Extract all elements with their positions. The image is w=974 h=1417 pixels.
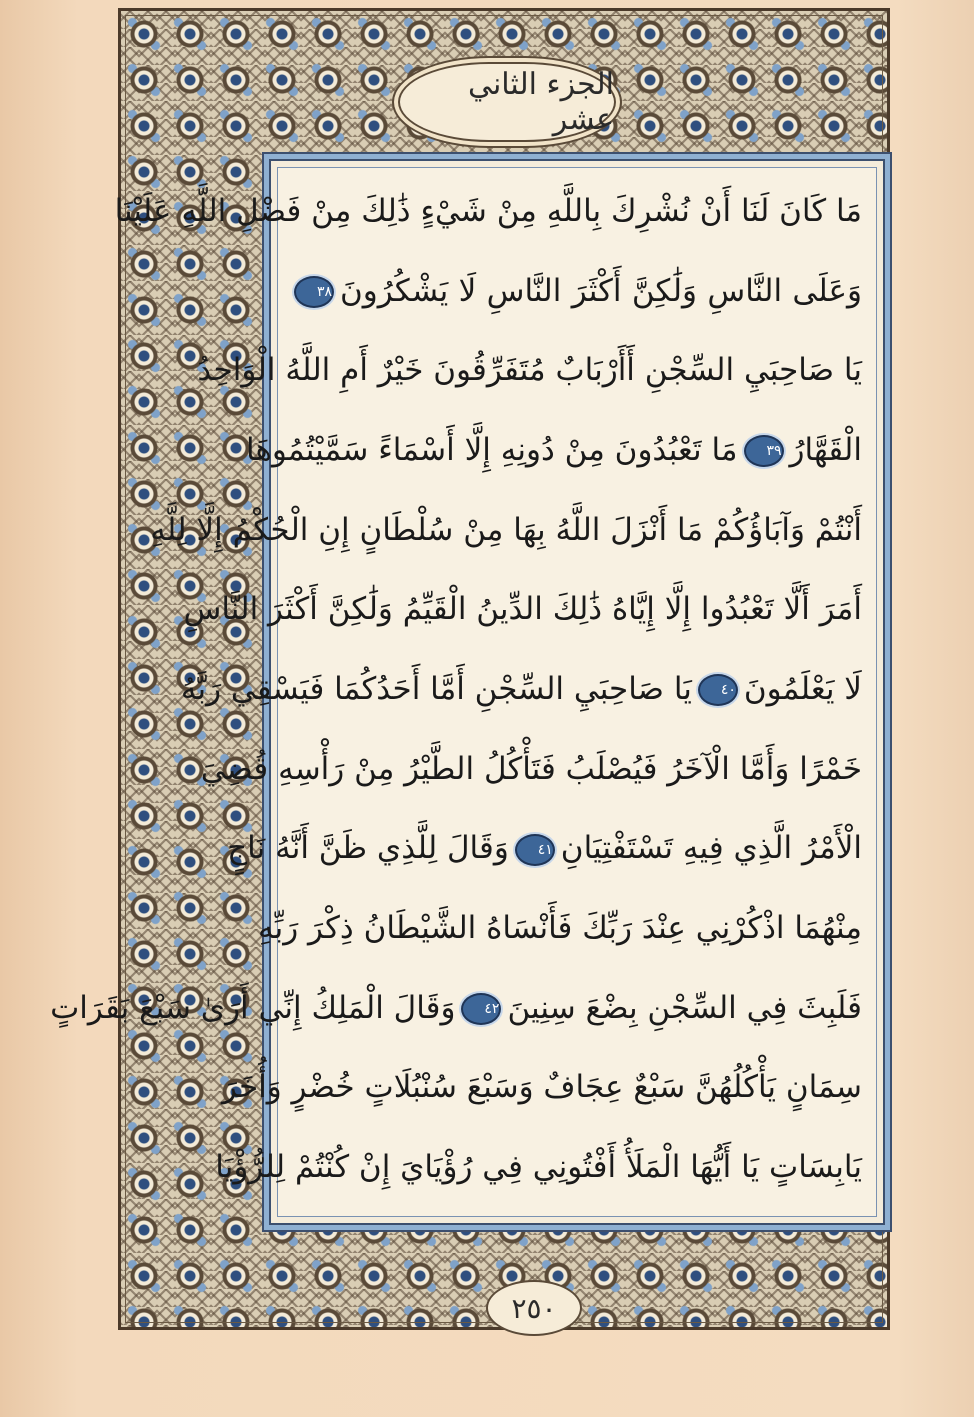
juz-header-cartouche bbox=[398, 62, 616, 142]
verse-text: أَمَرَ أَلَّا تَعْبُدُوا إِلَّا إِيَّاهُ ذَٰلِكَ الدِّينُ الْقَيِّمُ وَلَٰكِنَّ أَكْثَرَ النَّاسِ bbox=[183, 591, 862, 628]
text-panel-frame bbox=[50, 152, 892, 1232]
verse-text: سِمَانٍ يَأْكُلُهُنَّ سَبْعٌ عِجَافٌ وَسَبْعَ سُنْبُلَاتٍ خُضْرٍ وَأُخَرَ bbox=[221, 1069, 862, 1106]
verse-text: فَلَبِثَ فِي السِّجْنِ بِضْعَ سِنِينَ bbox=[507, 989, 862, 1026]
page-number: ٢٥٠ bbox=[486, 1280, 582, 1336]
verse-line bbox=[288, 264, 862, 330]
verse-text: مِنْهُمَا اذْكُرْنِي عِنْدَ رَبِّكَ فَأَنْسَاهُ الشَّيْطَانُ ذِكْرَ رَبِّهِ bbox=[257, 909, 862, 946]
verse-text: أَنْتُمْ وَآبَاؤُكُمْ مَا أَنْزَلَ اللَّهُ بِهَا مِنْ سُلْطَانٍ إِنِ الْحُكْمُ إِلَّا لِلَّهِ bbox=[150, 511, 862, 548]
verse-text: الْأَمْرُ الَّذِي فِيهِ تَسْتَفْتِيَانِ bbox=[560, 830, 862, 867]
verse-line bbox=[221, 1060, 862, 1126]
verse-line bbox=[227, 821, 862, 887]
verse-text: يَا صَاحِبَيِ السِّجْنِ أَمَّا أَحَدُكُمَا فَيَسْقِي رَبَّهُ bbox=[180, 670, 692, 707]
ayah-number-marker: ٤١ bbox=[515, 834, 555, 866]
verse-text: الْقَهَّارُ bbox=[789, 431, 862, 468]
verse-text: مَا كَانَ لَنَا أَنْ نُشْرِكَ بِاللَّهِ مِنْ شَيْءٍ ذَٰلِكَ مِنْ فَضْلِ اللَّهِ عَلَيْنَا bbox=[114, 193, 862, 229]
verse-text: مَا تَعْبُدُونَ مِنْ دُونِهِ إِلَّا أَسْمَاءً سَمَّيْتُمُوهَا bbox=[246, 431, 738, 468]
verse-text: يَا صَاحِبَيِ السِّجْنِ أَأَرْبَابٌ مُتَفَرِّقُونَ خَيْرٌ أَمِ اللَّهُ الْوَاحِدُ bbox=[197, 352, 862, 389]
text-panel bbox=[50, 167, 877, 1217]
verse-text: يَابِسَاتٍ يَا أَيُّهَا الْمَلَأُ أَفْتُونِي فِي رُؤْيَايَ إِنْ كُنْتُمْ لِلرُّؤْيَا bbox=[215, 1148, 862, 1185]
ayah-number-marker: ٤٢ bbox=[461, 993, 501, 1025]
verse-line bbox=[246, 423, 862, 489]
verse-line bbox=[150, 503, 862, 569]
verse-line bbox=[197, 343, 862, 409]
verse-line bbox=[183, 582, 862, 648]
verse-line bbox=[180, 662, 862, 728]
verse-line bbox=[114, 184, 862, 250]
verse-lines bbox=[50, 184, 862, 1206]
verse-text: وَعَلَى النَّاسِ وَلَٰكِنَّ أَكْثَرَ النَّاسِ لَا يَشْكُرُونَ bbox=[340, 272, 862, 309]
verse-line bbox=[215, 1140, 862, 1206]
verse-text: لَا يَعْلَمُونَ bbox=[743, 670, 862, 707]
verse-line bbox=[200, 742, 862, 808]
verse-text: وَقَالَ الْمَلِكُ إِنِّي أَرَىٰ سَبْعَ بَقَرَاتٍ bbox=[50, 989, 456, 1026]
verse-line bbox=[257, 901, 862, 967]
juz-title: الجزء الثاني عشر bbox=[467, 67, 614, 137]
verse-line bbox=[50, 981, 862, 1047]
ayah-number-marker: ٣٩ bbox=[744, 435, 784, 467]
verse-text: وَقَالَ لِلَّذِي ظَنَّ أَنَّهُ نَاجٍ bbox=[227, 830, 509, 867]
ayah-number-marker: ٣٨ bbox=[294, 276, 334, 308]
verse-text: خَمْرًا وَأَمَّا الْآخَرُ فَيُصْلَبُ فَتَأْكُلُ الطَّيْرُ مِنْ رَأْسِهِ قُضِيَ bbox=[200, 750, 862, 787]
ayah-number-marker: ٤٠ bbox=[698, 674, 738, 706]
